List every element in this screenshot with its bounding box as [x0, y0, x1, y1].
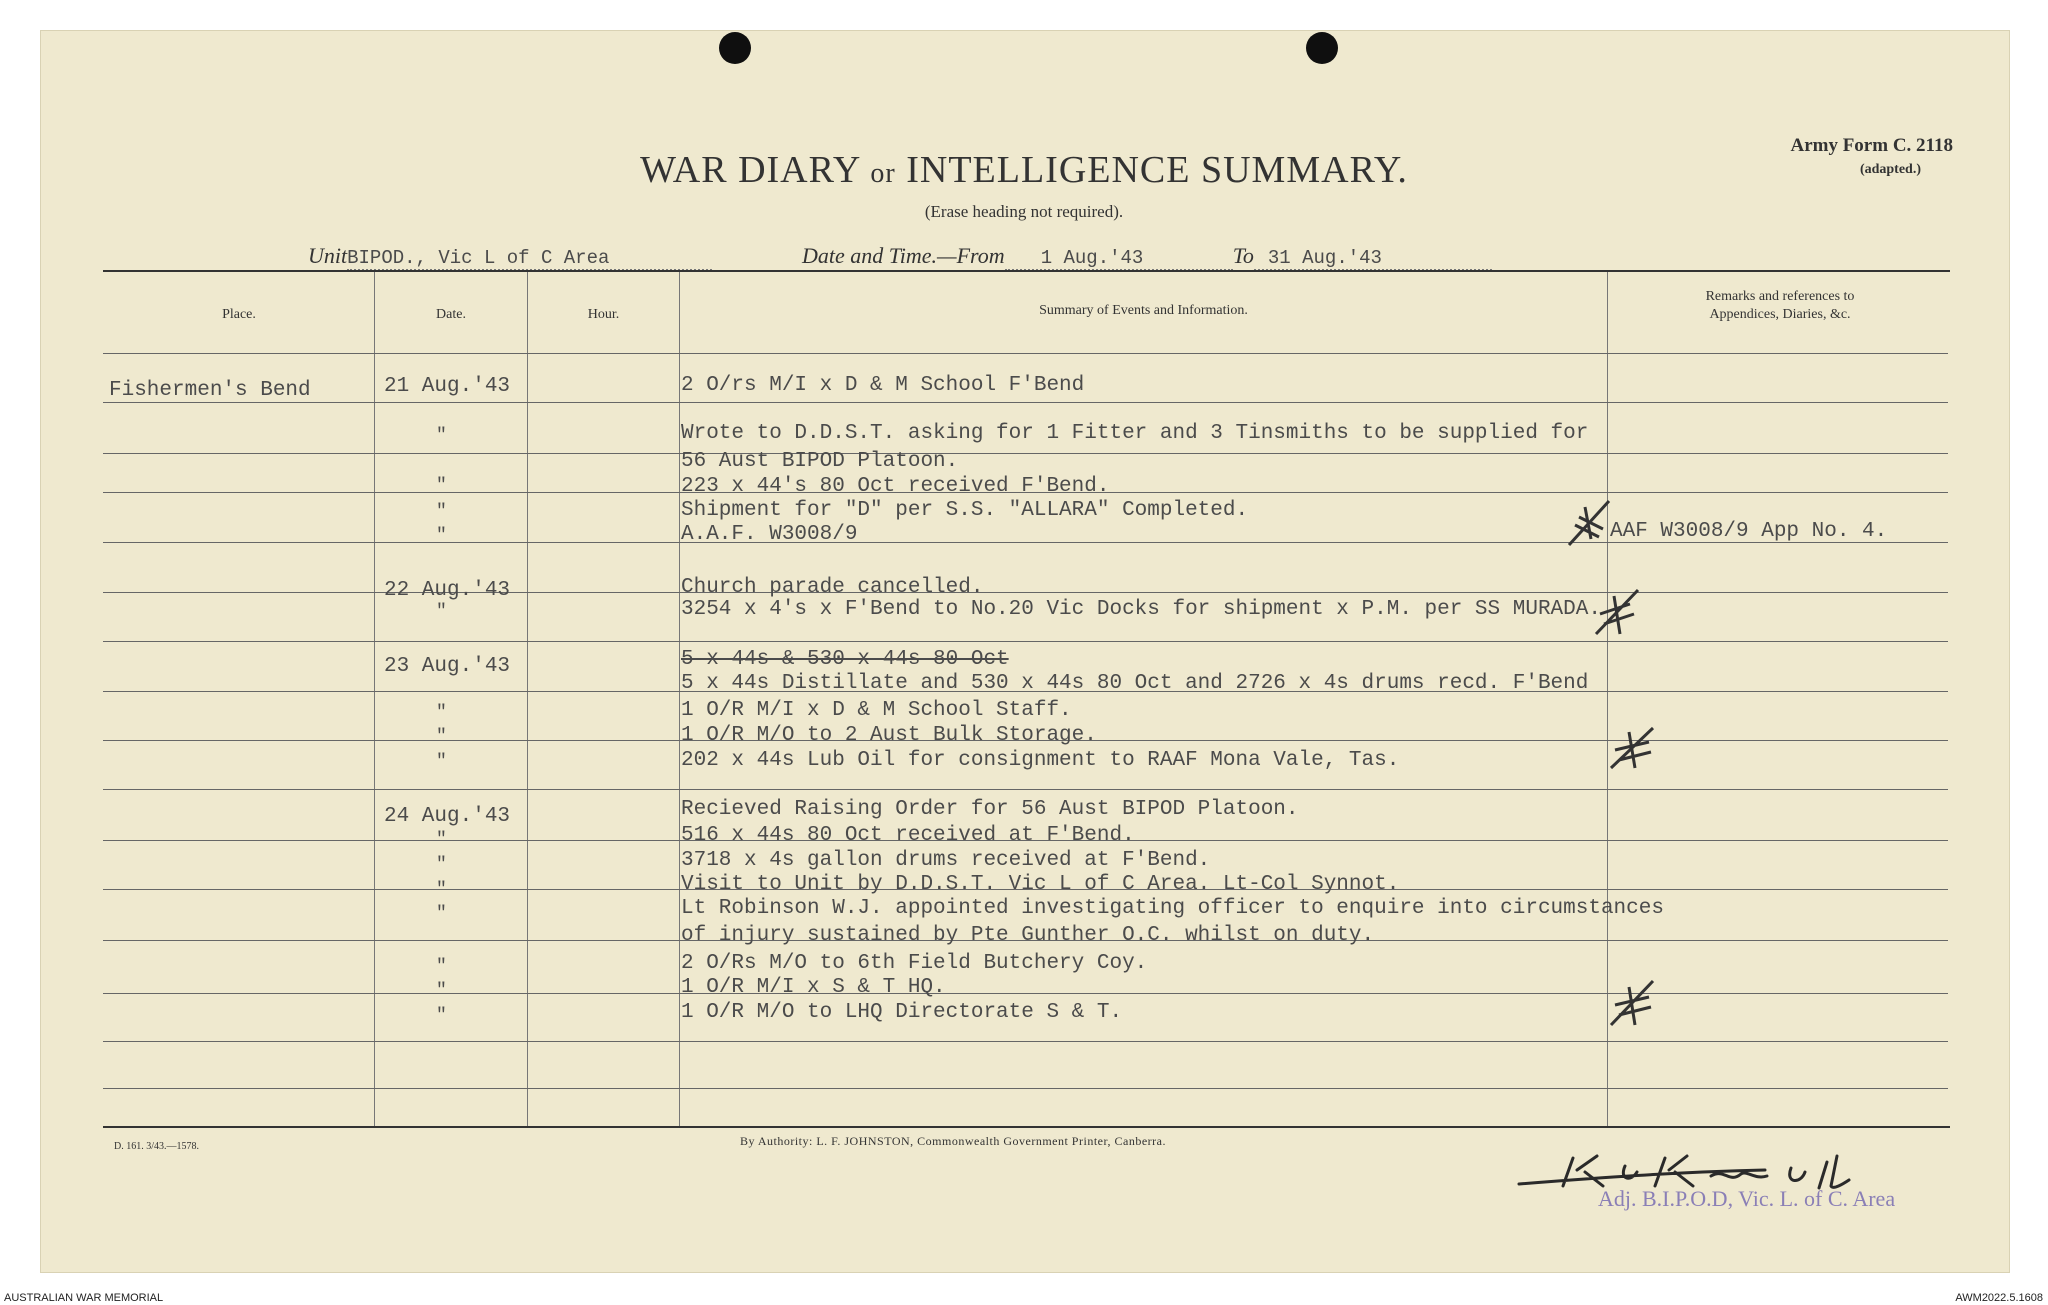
column-header-hour: Hour.	[587, 307, 620, 322]
divider-date-hour	[527, 272, 528, 1126]
table-bottom-rule	[103, 1126, 1950, 1128]
column-header-remarks: Remarks and references to Appendices, Diaries, &c.	[1705, 289, 1855, 322]
summary-line: 516 x 44s 80 Oct received at F'Bend.	[681, 824, 1135, 847]
adjutant-stamp: Adj. B.I.P.O.D, Vic. L. of C. Area	[1598, 1186, 1896, 1211]
date-cell-22-aug: 22 Aug.'43	[384, 579, 511, 602]
summary-line: 3254 x 4's x F'Bend to No.20 Vic Docks for shipment x P.M. per SS MURADA.	[681, 598, 1601, 621]
unit-value: BIPOD., Vic L of C Area	[347, 247, 712, 271]
summary-line: A.A.F. W3008/9	[681, 523, 858, 546]
date-cell-21-aug: 21 Aug.'43	[384, 375, 511, 398]
summary-line: 2 O/Rs M/O to 6th Field Butchery Coy.	[681, 952, 1148, 975]
summary-line: 3718 x 4s gallon drums received at F'Bend.	[681, 849, 1211, 872]
ruled-line	[103, 1088, 1948, 1089]
print-code: D. 161. 3/43.—1578.	[114, 1141, 199, 1152]
summary-line: 1 O/R M/I x D & M School Staff.	[681, 699, 1072, 722]
date-cell-24-aug: 24 Aug.'43	[384, 805, 511, 828]
punch-hole-left	[719, 32, 751, 64]
archive-caption: AUSTRALIAN WAR MEMORIAL	[4, 1292, 164, 1304]
title-main: WAR DIARY	[640, 149, 860, 191]
summary-line: Wrote to D.D.S.T. asking for 1 Fitter and 3 Tinsmiths to be supplied for	[681, 422, 1589, 445]
ditto-mark: "	[436, 830, 447, 850]
printer-authority: By Authority: L. F. JOHNSTON, Commonwealth Government Printer, Canberra.	[740, 1134, 1166, 1148]
column-header-date: Date.	[436, 307, 466, 322]
form-number: Army Form C. 2118	[1790, 135, 1953, 156]
date-to-label: To	[1232, 243, 1254, 268]
ditto-mark: "	[436, 904, 447, 924]
divider-hour-summary	[679, 272, 680, 1126]
archive-reference: AWM2022.5.1608	[1955, 1292, 2043, 1304]
ditto-mark: "	[436, 855, 447, 875]
page-title	[0, 148, 2048, 192]
column-header-place: Place.	[222, 307, 256, 322]
remark-reference: AAF W3008/9 App No. 4.	[1610, 520, 1888, 543]
summary-line: Visit to Unit by D.D.S.T. Vic L of C Area. Lt-Col Synnot.	[681, 873, 1400, 896]
ditto-mark: "	[436, 1006, 447, 1026]
date-from-value: 1 Aug.'43	[1005, 247, 1233, 271]
summary-line-struck: 5 x 44s & 530 x 44s 80 Oct	[681, 648, 1009, 671]
check-mark-icon	[1565, 495, 1615, 550]
title-or: or	[870, 158, 896, 189]
summary-line: Lt Robinson W.J. appointed investigating officer to enquire into circumstances	[681, 897, 1664, 920]
summary-line: Recieved Raising Order for 56 Aust BIPOD Platoon.	[681, 798, 1299, 821]
place-cell: Fishermen's Bend	[109, 379, 311, 402]
summary-line: 202 x 44s Lub Oil for consignment to RAAF Mona Vale, Tas.	[681, 749, 1400, 772]
title-rest: INTELLIGENCE SUMMARY.	[906, 149, 1408, 191]
date-cell-23-aug: 23 Aug.'43	[384, 655, 511, 678]
ditto-mark: "	[436, 727, 447, 747]
summary-line: Shipment for "D" per S.S. "ALLARA" Completed.	[681, 499, 1249, 522]
summary-line: 56 Aust BIPOD Platoon.	[681, 450, 959, 473]
subtitle: (Erase heading not required).	[924, 202, 1124, 221]
date-from-label: Date and Time.—From	[802, 243, 1005, 268]
ruled-line	[103, 641, 1948, 642]
column-header-summary: Summary of Events and Information.	[1039, 303, 1248, 318]
date-field	[802, 243, 1492, 271]
ruled-line	[103, 789, 1948, 790]
check-mark-icon	[1590, 584, 1645, 639]
summary-line: 223 x 44's 80 Oct received F'Bend.	[681, 475, 1110, 498]
ruled-line	[103, 353, 1948, 354]
ditto-mark: "	[436, 476, 447, 496]
ditto-mark: "	[436, 957, 447, 977]
ditto-mark: "	[436, 981, 447, 1001]
table-top-rule	[103, 270, 1950, 272]
ruled-line	[103, 453, 1948, 454]
ruled-line	[103, 993, 1948, 994]
unit-label: Unit	[308, 243, 348, 268]
summary-line: 1 O/R M/O to LHQ Directorate S & T.	[681, 1001, 1123, 1024]
ruled-line	[103, 592, 1948, 593]
unit-field	[308, 243, 712, 271]
summary-line: 2 O/rs M/I x D & M School F'Bend	[681, 374, 1085, 397]
summary-line: 1 O/R M/O to 2 Aust Bulk Storage.	[681, 724, 1097, 747]
summary-line: of injury sustained by Pte Gunther O.C. whilst on duty.	[681, 924, 1375, 947]
ditto-mark: "	[436, 752, 447, 772]
ditto-mark: "	[436, 526, 447, 546]
check-mark-icon	[1605, 975, 1660, 1030]
ditto-mark: "	[436, 602, 447, 622]
ditto-mark: "	[436, 703, 447, 723]
check-mark-icon	[1605, 722, 1660, 772]
summary-line: 1 O/R M/I x S & T HQ.	[681, 976, 946, 999]
ditto-mark: "	[436, 502, 447, 522]
divider-place-date	[374, 272, 375, 1126]
ruled-line	[103, 1041, 1948, 1042]
ruled-line	[103, 402, 1948, 403]
ditto-mark: "	[436, 426, 447, 446]
punch-hole-right	[1306, 32, 1338, 64]
form-adapted: (adapted.)	[1859, 162, 1921, 177]
ditto-mark: "	[436, 880, 447, 900]
summary-line: Church parade cancelled.	[681, 576, 984, 599]
date-to-value: 31 Aug.'43	[1254, 247, 1492, 271]
summary-line: 5 x 44s Distillate and 530 x 44s 80 Oct and 2726 x 4s drums recd. F'Bend	[681, 672, 1589, 695]
